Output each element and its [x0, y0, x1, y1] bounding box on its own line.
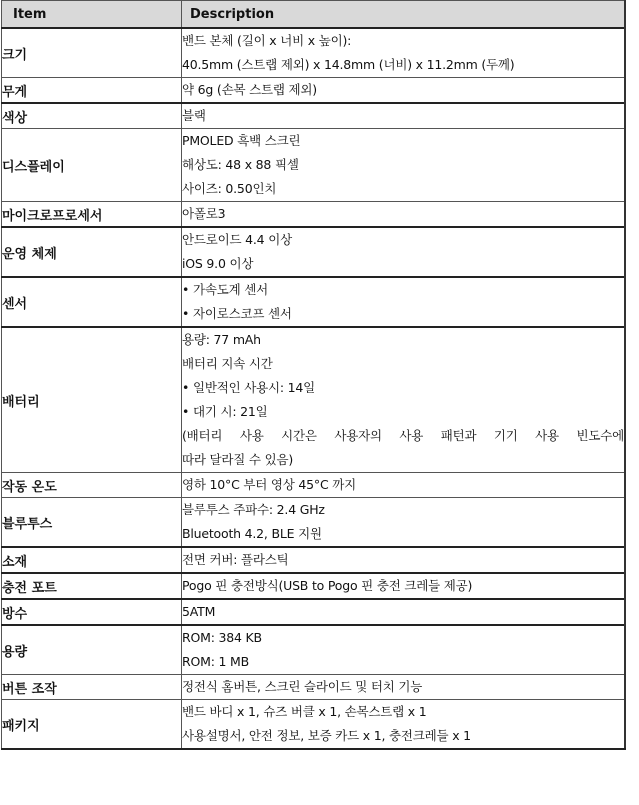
table-row-capacity: [2, 625, 626, 675]
description-line: 전면 커버: 플라스틱: [182, 552, 289, 567]
description-line: 영하 10°C 부터 영상 45°C 까지: [182, 477, 357, 492]
item-label: 마이크로프로세서: [2, 202, 182, 228]
table-row-button-control: [2, 675, 626, 700]
description-line: 배터리 지속 시간: [182, 356, 273, 371]
description-line: 사이즈: 0.50인치: [182, 181, 277, 196]
description-line: 블루투스 주파수: 2.4 GHz: [182, 502, 325, 517]
table-row-os: [2, 227, 626, 277]
description-line: • 가속도계 센서: [182, 282, 268, 297]
item-label: 배터리: [2, 327, 182, 473]
description-line: • 자이로스코프 센서: [182, 306, 292, 321]
table-row-bluetooth: [2, 498, 626, 548]
header-row: [2, 1, 626, 29]
header-item: Item: [2, 1, 182, 29]
item-label: 패키지: [2, 700, 182, 750]
description-cell: [182, 700, 626, 750]
item-label: 블루투스: [2, 498, 182, 548]
table-row-sensor: [2, 277, 626, 327]
table-row-weight: [2, 78, 626, 104]
description-line: iOS 9.0 이상: [182, 256, 254, 271]
description-line: 40.5mm (스트랩 제외) x 14.8mm (너비) x 11.2mm (두께): [182, 57, 515, 72]
description-line: 밴드 바디 x 1, 슈즈 버클 x 1, 손목스트랩 x 1: [182, 704, 427, 719]
description-line: 아폴로3: [182, 206, 226, 221]
item-label: 소재: [2, 547, 182, 573]
item-label: 색상: [2, 103, 182, 129]
item-label: 센서: [2, 277, 182, 327]
description-cell: [182, 675, 626, 700]
description-cell: [182, 277, 626, 327]
description-cell: [182, 103, 626, 129]
item-label: 작동 온도: [2, 473, 182, 498]
description-line: ROM: 384 KB: [182, 630, 262, 645]
description-cell: [182, 498, 626, 548]
item-label: 버튼 조작: [2, 675, 182, 700]
description-line: 사용설명서, 안전 정보, 보증 카드 x 1, 충전크레들 x 1: [182, 728, 471, 743]
item-label: 크기: [2, 28, 182, 78]
description-line: (배터리 사용 시간은 사용자의 사용 패턴과 기기 사용 빈도수에: [182, 428, 624, 443]
table-row-charging-port: [2, 573, 626, 599]
description-line: 해상도: 48 x 88 픽셀: [182, 157, 299, 172]
description-cell: [182, 227, 626, 277]
table-row-display: [2, 129, 626, 202]
description-cell: [182, 28, 626, 78]
table-row-operating-temperature: [2, 473, 626, 498]
header-description: Description: [182, 1, 626, 29]
item-label: 충전 포트: [2, 573, 182, 599]
description-cell: [182, 202, 626, 228]
description-line: Bluetooth 4.2, BLE 지원: [182, 526, 322, 541]
item-label: 방수: [2, 599, 182, 625]
table-row-color: [2, 103, 626, 129]
description-line: 안드로이드 4.4 이상: [182, 232, 292, 247]
description-cell: [182, 599, 626, 625]
description-line: Pogo 핀 충전방식(USB to Pogo 핀 충전 크레들 제공): [182, 578, 473, 593]
table-row-material: [2, 547, 626, 573]
spec-table: [1, 0, 626, 750]
description-cell: [182, 625, 626, 675]
description-line: PMOLED 흑백 스크린: [182, 133, 301, 148]
description-cell: [182, 327, 626, 473]
description-line: • 대기 시: 21일: [182, 404, 268, 419]
description-cell: [182, 573, 626, 599]
description-line: ROM: 1 MB: [182, 654, 249, 669]
description-line: 5ATM: [182, 604, 216, 619]
description-line: 용량: 77 mAh: [182, 332, 261, 347]
description-line: • 일반적인 사용시: 14일: [182, 380, 316, 395]
description-line: 약 6g (손목 스트랩 제외): [182, 82, 317, 97]
description-line: 따라 달라질 수 있음): [182, 452, 293, 467]
table-row-waterproof: [2, 599, 626, 625]
table-row-battery: [2, 327, 626, 473]
description-cell: [182, 129, 626, 202]
item-label: 운영 체제: [2, 227, 182, 277]
item-label: 무게: [2, 78, 182, 104]
description-line: 밴드 본체 (길이 x 너비 x 높이):: [182, 33, 352, 48]
description-cell: [182, 78, 626, 104]
description-cell: [182, 547, 626, 573]
description-cell: [182, 473, 626, 498]
table-row-microprocessor: [2, 202, 626, 228]
item-label: 용량: [2, 625, 182, 675]
description-line: 블랙: [182, 108, 206, 123]
table-row-package: [2, 700, 626, 750]
item-label: 디스플레이: [2, 129, 182, 202]
table-row-size: [2, 28, 626, 78]
description-line: 정전식 홈버튼, 스크린 슬라이드 및 터치 기능: [182, 679, 423, 694]
